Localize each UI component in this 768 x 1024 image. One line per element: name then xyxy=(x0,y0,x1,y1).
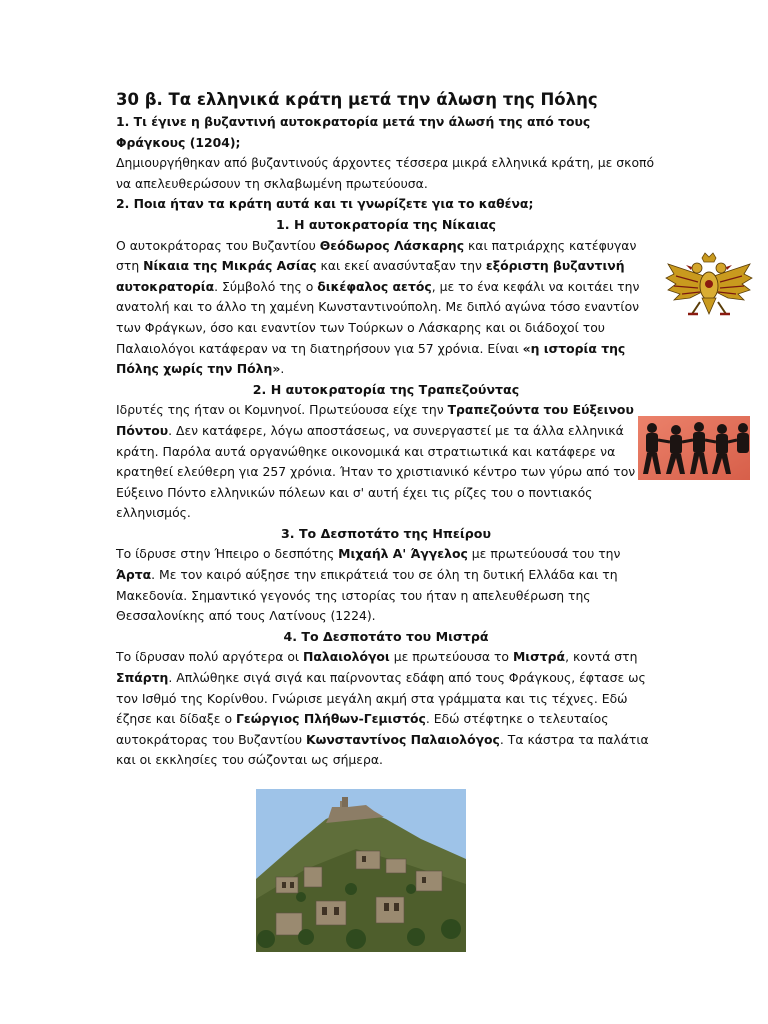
answer-1: Δημιουργήθηκαν από βυζαντινούς άρχοντες τέσσερα μικρά ελληνικά κράτη, με σκοπό να απελευθερώσουν τη σκλαβωμένη πρωτεύουσα. xyxy=(116,155,655,191)
page-title: 30 β. Τα ελληνικά κράτη μετά την άλωση της Πόλης xyxy=(116,90,598,109)
castle-icon xyxy=(256,789,466,952)
double-headed-eagle-image xyxy=(664,252,754,328)
pontic-dancers-image xyxy=(638,416,750,480)
section-heading-nicaea: 1. Η αυτοκρατορία της Νίκαιας xyxy=(276,216,496,232)
dancers-icon xyxy=(638,416,750,480)
section-text-nicaea: Ο αυτοκράτορας του Βυζαντίου Θεόδωρος Λάσκαρης και πατριάρχης κατέφυγαν στη Νίκαια της Μικράς Ασίας και εκεί ανασύνταξαν την εξόριστη βυζαντινή αυτοκρατορία. Σύμβολό της ο δικέφαλος αετός, με το ένα κεφάλι να κοιτάει την ανατολή και το άλλο τη χαμένη Κωνσταντινούπολη. Με διπλό αγώνα τόσο εναντίον των Φράγκων, όσο και εναντίον των Τούρκων ο Λάσκαρης και οι διάδοχοί του Παλαιολόγοι κατάφεραν να τη διατηρήσουν για 57 χρόνια. Είναι «η ιστορία της Πόλης χωρίς την Πόλη». xyxy=(116,237,640,377)
section-text-epirus: Το ίδρυσε στην Ήπειρο ο δεσπότης Μιχαήλ Α' Άγγελος με πρωτεύουσά του την Άρτα. Με τον καιρό αύξησε την επικράτειά του σε όλη τη δυτική Ελλάδα και τη Μακεδονία. Σημαντικό γεγονός της ιστορίας του ήταν η απελευθέρωση της Θεσσαλονίκης από τους Λατίνους (1224). xyxy=(116,546,621,624)
section-text-mystras: Το ίδρυσαν πολύ αργότερα οι Παλαιολόγοι με πρωτεύουσα το Μιστρά, κοντά στη Σπάρτη. Απλώθηκε σιγά σιγά και παίρνοντας εδάφη από τους Φράγκους, έφτασε ως τον Ισθμό της Κορίνθου. Γνώρισε μεγάλη ακμή στα γράμματα και τις τέχνες. Εδώ έζησε και δίδαξε ο Γεώργιος Πλήθων-Γεμιστός. Εδώ στέφτηκε ο τελευταίος αυτοκράτορας του Βυζαντίου Κωνσταντίνος Παλαιολόγος. Τα κάστρα τα παλάτια και οι εκκλησίες του σώζονται ως σήμερα. xyxy=(116,649,649,768)
section-text-trebizond: Ιδρυτές της ήταν οι Κομνηνοί. Πρωτεύουσα είχε την Τραπεζούντα του Εύξεινου Πόντου. Δεν κατάφερε, λόγω αποστάσεως, να συνεργαστεί με τα άλλα ελληνικά κράτη. Παρόλα αυτά οργανώθηκε οικονομικά και στρατιωτικά και κατάφερε να κρατηθεί ελεύθερη για 257 χρόνια. Ήταν το χριστιανικό κέντρο των γύρω από τον Εύξεινο Πόντο ελληνικών πόλεων και σ' αυτή έχει τις ρίζες του ο ποντιακός ελληνισμός. xyxy=(116,402,636,521)
section-heading-mystras: 4. Το Δεσποτάτο του Μιστρά xyxy=(283,628,489,644)
mystras-castle-photo xyxy=(256,789,466,952)
double-headed-eagle-icon xyxy=(664,252,754,328)
section-heading-trebizond: 2. Η αυτοκρατορία της Τραπεζούντας xyxy=(252,381,520,397)
section-heading-epirus: 3. Το Δεσποτάτο της Ηπείρου xyxy=(281,525,491,541)
document-body xyxy=(116,88,656,771)
question-1: 1. Τι έγινε η βυζαντινή αυτοκρατορία μετά την άλωσή της από τους Φράγκους (1204); xyxy=(116,114,591,150)
question-2: 2. Ποια ήταν τα κράτη αυτά και τι γνωρίζετε για το καθένα; xyxy=(116,196,534,212)
